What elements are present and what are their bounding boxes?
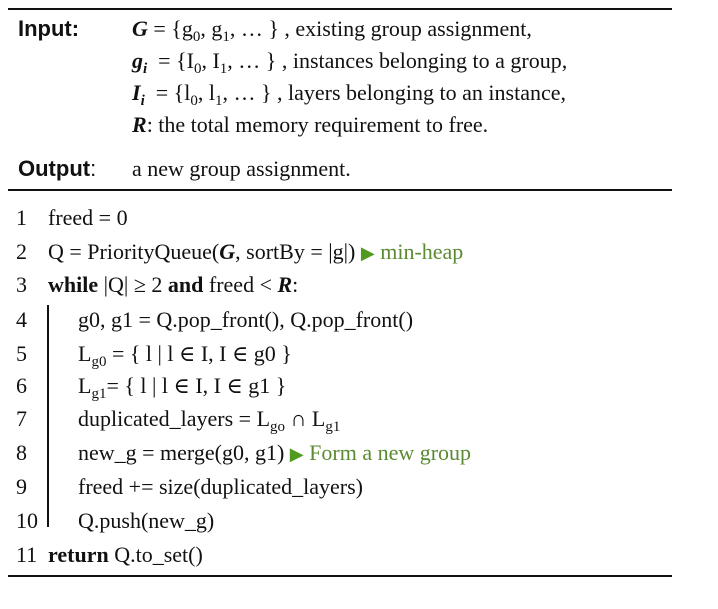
input-line-r: R: the total memory requirement to free. bbox=[132, 112, 489, 137]
code-line-9: freed += size(duplicated_layers) bbox=[78, 474, 364, 499]
line-number: 9 bbox=[16, 474, 27, 499]
code-line-3: while |Q| ≥ 2 and freed < R: bbox=[48, 272, 299, 297]
input-line-gi: $g_i = \{I_0$, $I_1$, … } , instances belonging to a group, bbox=[132, 48, 568, 77]
code-line-11: return Q.to_set() bbox=[48, 542, 203, 567]
comment-text: Form a new group bbox=[309, 440, 472, 465]
line-number: 5 bbox=[16, 341, 27, 366]
output-label: Output: bbox=[18, 156, 97, 181]
code-line-1: freed = 0 bbox=[48, 205, 128, 230]
input-line-g: $G = \{g_0$, $g_1$, … } , existing group assignment, bbox=[132, 16, 532, 45]
input-line-ii: $I_i = \{l_0$, $l_1$, … } , layers belonging to an instance, bbox=[132, 80, 566, 109]
code-line-8: new_g = merge(g0, g1) ▶ Form a new group bbox=[78, 440, 472, 465]
code-line-10: Q.push(new_g) bbox=[78, 508, 215, 533]
line-number: 8 bbox=[16, 440, 27, 465]
top-rule bbox=[8, 8, 672, 10]
line-number: 6 bbox=[16, 373, 27, 398]
middle-rule bbox=[8, 189, 672, 191]
line-number: 4 bbox=[16, 307, 27, 332]
line-number: 7 bbox=[16, 406, 27, 431]
code-line-2: Q = PriorityQueue(G, sortBy = |g|) ▶ min-heap bbox=[48, 239, 464, 264]
comment-triangle-icon: ▶ bbox=[360, 243, 375, 263]
line-number: 1 bbox=[16, 205, 27, 230]
code-line-7: duplicated_layers = $L_{go}$ ∩ $L_{g1}$ bbox=[78, 406, 341, 435]
line-number: 3 bbox=[16, 272, 27, 297]
line-number: 11 bbox=[16, 542, 38, 567]
bottom-rule bbox=[8, 575, 672, 577]
output-text: a new group assignment. bbox=[132, 156, 351, 181]
line-number: 10 bbox=[16, 508, 38, 533]
code-line-6: $L_{g1}=$ { l | l ∈ I, I ∈ g1 } bbox=[78, 373, 287, 402]
line-number: 2 bbox=[16, 239, 27, 264]
while-body-bar bbox=[47, 305, 49, 527]
code-line-4: g0, g1 = Q.pop_front(), Q.pop_front() bbox=[78, 307, 414, 332]
code-line-5: $L_{g0}$ = { l | l ∈ I, I ∈ g0 } bbox=[78, 341, 292, 370]
input-label: Input: bbox=[18, 16, 80, 41]
comment-text: min-heap bbox=[380, 239, 464, 264]
comment-triangle-icon: ▶ bbox=[289, 444, 304, 464]
